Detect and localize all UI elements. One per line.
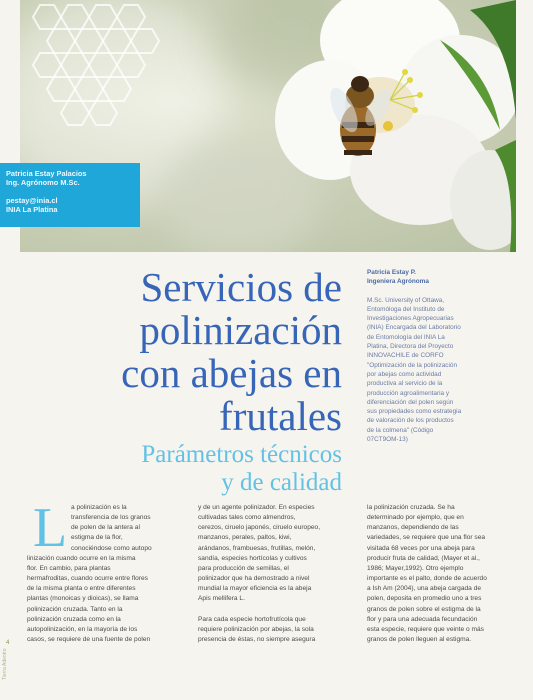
text-line: cerezos, ciruelo japonés, ciruelo europeo, [198, 524, 321, 532]
text-line: de la misma planta o entre diferentes [27, 585, 136, 593]
bio-line: diferenciación del polen según [367, 398, 454, 406]
bio-line: 07CT9OM-13) [367, 436, 408, 444]
text-line: a polinización es la [71, 504, 127, 511]
bio-line: de la colmena" (Código [367, 426, 434, 434]
text-line: mundial la mayor eficiencia es la abeja [198, 585, 312, 593]
bee-on-flower-image [260, 0, 516, 252]
contact-institution: INIA La Platina [6, 205, 58, 214]
text-line: polinización cruzada. Tanto en la [27, 605, 123, 613]
bio-line: Entomóloga del Instituto de [367, 305, 445, 313]
text-line: y de un agente polinizador. En especies [198, 504, 315, 511]
author-contact-box [0, 163, 140, 227]
text-line: 1986; Mayer,1992). Otro ejemplo [367, 564, 464, 572]
body-column-2 [198, 503, 343, 645]
text-line: sandía, especies hortícolas y cultivos [198, 554, 307, 562]
contact-email[interactable]: pestay@inia.cl [6, 196, 58, 205]
text-line: flor. En cambio, para plantas [27, 564, 111, 572]
author-role: Ingeniera Agrónoma [367, 278, 429, 286]
text-line: polinizador que ha demostrado a nivel [198, 575, 310, 583]
text-line: presencia de éstas, no siempre asegura [198, 636, 316, 644]
text-line: para producción de semillas, el [198, 564, 289, 572]
body-column-1 [27, 503, 182, 645]
text-line: importante es el palto, donde de acuerdo [367, 575, 487, 583]
bio-line: sus propiedades como estrategia [367, 408, 462, 416]
text-line: transferencia de los granos [71, 514, 151, 522]
contact-degree: Ing. Agrónomo M.Sc. [6, 178, 80, 187]
author-bio-text [367, 296, 517, 445]
text-line [198, 605, 343, 615]
text-line: granos de polen lleguen al estigma. [367, 636, 472, 644]
bio-line: Investigaciones Agropecuarias [367, 315, 454, 323]
text-line: hermafroditas, cuando ocurre entre flores [27, 575, 148, 583]
text-line: manzanos, perales, paltos, kiwi, [198, 534, 292, 542]
text-line: producir fruta de calidad, (Mayer et al., [367, 554, 480, 562]
text-line: polen, deposita en promedio uno a tres [367, 595, 482, 603]
text-line: la polinización cruzada. Se ha [367, 504, 455, 511]
text-line: linización cuando ocurre en la misma [27, 554, 136, 562]
article-subtitle [60, 441, 342, 497]
bio-line: M.Sc. University of Ottawa, [367, 296, 445, 304]
body-column-3 [367, 503, 517, 645]
article-title [70, 266, 342, 438]
text-line: determinado por ejemplo, que en [367, 514, 464, 522]
title-line: con abejas en [121, 350, 342, 396]
text-line: arándanos, frambuesas, frutillas, melón, [198, 544, 316, 552]
author-bio [367, 268, 517, 444]
text-line: de polen de la antera al [71, 524, 140, 532]
hexagon-pattern-icon [20, 0, 220, 140]
text-line: variedades, se requiere que una flor sea [367, 534, 486, 542]
text-line: estigma de la flor, [71, 534, 123, 542]
text-line: Para cada especie hortofrutícola que [198, 615, 306, 623]
subtitle-line: y de calidad [221, 469, 342, 496]
text-line: flor y para una adecuada fecundación [367, 615, 478, 623]
text-line: manzanos, dependiendo de las [367, 524, 459, 532]
text-line: polinización cruzada como en la [27, 615, 121, 623]
bio-line: de valoración de los productos [367, 417, 454, 425]
bio-line: productiva al servicio de la [367, 380, 443, 388]
text-line: a Ish Am (2004), una abeja cargada de [367, 585, 482, 593]
bio-line: INNOVACHILE de CORFO [367, 352, 444, 360]
bio-line: por abejas como actividad [367, 370, 442, 378]
bio-line: (INIA) Encargada del Laboratorio [367, 324, 461, 332]
side-label: Tierra Adentro [2, 648, 8, 680]
bio-line: producción agroalimentaria y [367, 389, 450, 397]
text-line: autopolinización, en la mayoría de los [27, 625, 138, 633]
bio-line: Platina, Directora del Proyecto [367, 343, 454, 351]
text-line: plantas (monoicas y dioicas), se llama [27, 595, 139, 603]
text-line: casos, se requiere de una fuente de polen [27, 636, 151, 644]
title-line: frutales [219, 393, 342, 439]
text-line: granos de polen sobre el estigma de la [367, 605, 481, 613]
page-number: 4 [6, 640, 10, 646]
text-line: conociéndose como autopo [71, 544, 152, 552]
subtitle-line: Parámetros técnicos [141, 441, 342, 468]
drop-cap: L [33, 497, 68, 559]
text-line: Apis mellifera L. [198, 595, 245, 603]
text-line: cultivadas tales como almendros, [198, 514, 296, 522]
text-line: requiere polinización por abejas, la sola [198, 625, 314, 633]
contact-name: Patricia Estay Palacios [6, 169, 87, 178]
title-line: Servicios de [140, 264, 342, 310]
text-line: esta especie, requiere que veinte o más [367, 625, 484, 633]
bio-line: "Optimización de la polinización [367, 361, 458, 369]
author-name: Patricia Estay P. [367, 269, 416, 276]
bio-line: de Entomología del INIA La [367, 333, 445, 341]
text-line: visitada 68 veces por una abeja para [367, 544, 475, 552]
title-line: polinización [139, 307, 342, 353]
